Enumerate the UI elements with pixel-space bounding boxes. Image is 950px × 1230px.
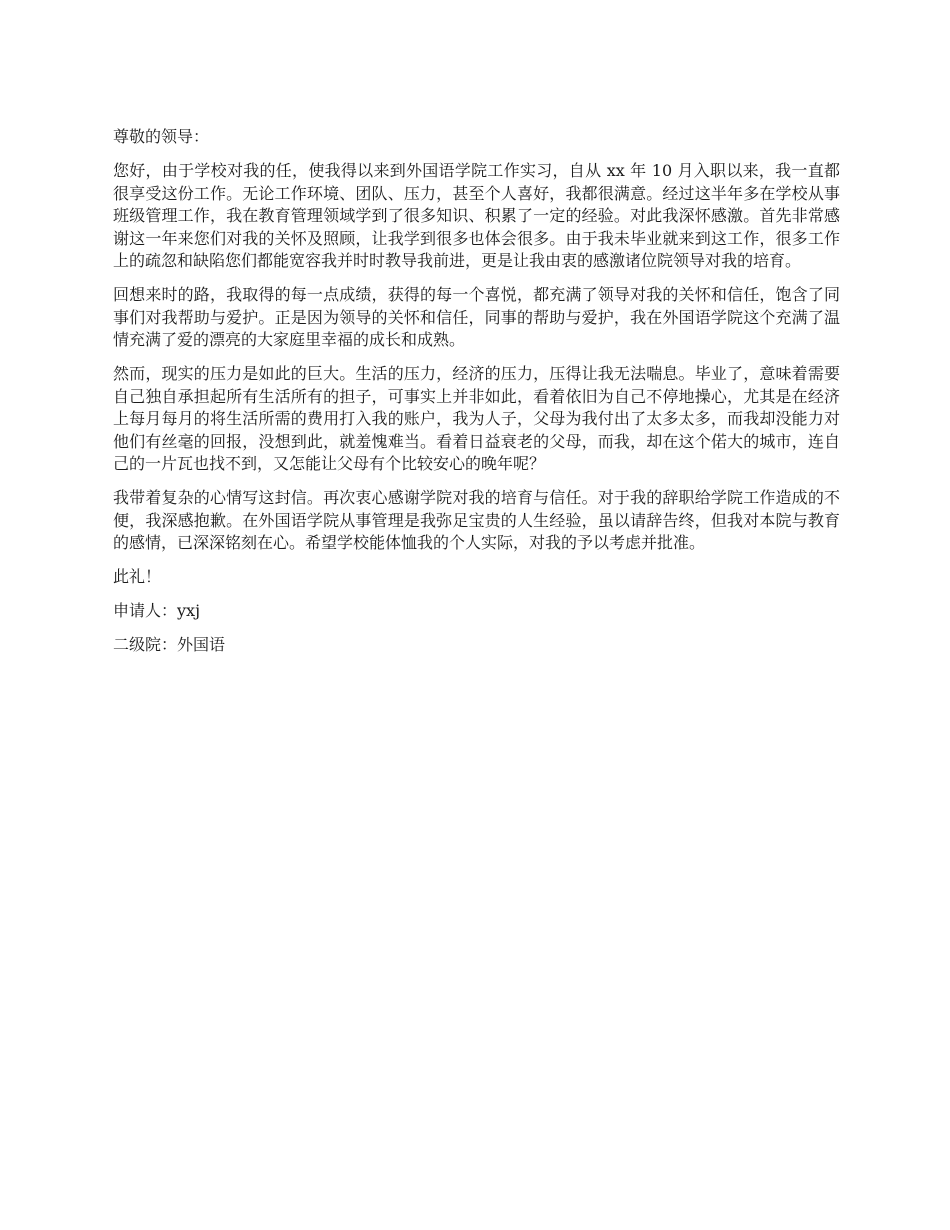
department: 二级院：外国语: [113, 635, 226, 654]
salutation: 尊敬的领导：: [113, 127, 210, 146]
closing: 此礼！: [113, 567, 162, 586]
paragraph-resignation: 我带着复杂的心情写这封信。再次衷心感谢学院对我的培育与信任。对于我的辞职给学院工作造成的不便，我深感抱歉。在外国语学院从事管理是我弥足宝贵的人生经验，虽以请辞告终，但我对本院与教育的感情，已深深铭刻在心。希望学校能体恤我的个人实际，对我的予以考虑并批准。: [113, 488, 840, 552]
letter-body: [113, 126, 840, 668]
paragraph-gratitude: 您好，由于学校对我的任，使我得以来到外国语学院工作实习，自从 xx 年 10 月入职以来，我一直都很享受这份工作。无论工作环境、团队、压力，甚至个人喜好，我都很满意。经过这半年多在学校从事班级管理工作，我在教育管理领域学到了很多知识、积累了一定的经验。对此我深怀感激。首先非常感谢这一年来您们对我的关怀及照顾，让我学到很多也体会很多。由于我未毕业就来到这工作，很多工作上的疏忽和缺陷您们都能宽容我并时时教导我前进，更是让我由衷的感激诸位院领导对我的培育。: [113, 161, 840, 270]
paragraph-reflection: 回想来时的路，我取得的每一点成绩，获得的每一个喜悦，都充满了领导对我的关怀和信任，饱含了同事们对我帮助与爱护。正是因为领导的关怀和信任，同事的帮助与爱护，我在外国语学院这个充满了温情充满了爱的漂亮的大家庭里幸福的成长和成熟。: [113, 285, 840, 349]
applicant: 申请人：yxj: [113, 601, 201, 620]
paragraph-pressure: 然而，现实的压力是如此的巨大。生活的压力，经济的压力，压得让我无法喘息。毕业了，意味着需要自己独自承担起所有生活所有的担子，可事实上并非如此，看着依旧为自己不停地操心，尤其是在经济上每月每月的将生活所需的费用打入我的账户，我为人子，父母为我付出了太多太多，而我却没能力对他们有丝毫的回报，没想到此，就羞愧难当。看着日益衰老的父母，而我，却在这个偌大的城市，连自己的一片瓦也找不到，又怎能让父母有个比较安心的晚年呢？: [113, 364, 840, 473]
